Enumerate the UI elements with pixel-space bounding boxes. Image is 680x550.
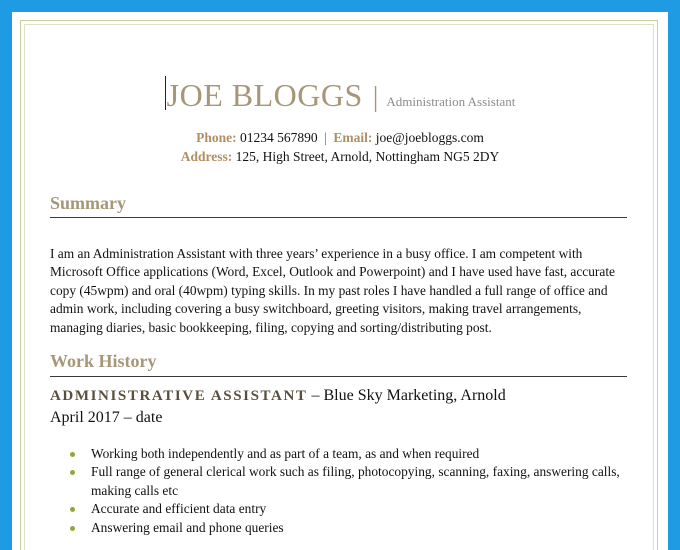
cv-page [12,12,668,550]
candidate-name[interactable]: JOE BLOGGS [166,77,363,113]
name-line [165,72,516,114]
job-dates[interactable]: April 2017 – date [50,409,163,426]
contact-line-address [12,149,668,165]
summary-text[interactable]: I am an Administration Assistant with three years’ experience in a busy office. I am competent with Microsoft Office applications (Word, Excel, Outlook and Powerpoint) and I have used have fast, accurate copy (45wpm) and oral (40wpm) typing skills. In my past roles I have handled a full range of office and admin work, including covering a busy switchboard, greeting visitors, making travel arrangements, managing diaries, basic bookkeeping, filing, copying and sorting/distributing post. [50,246,615,335]
title-separator: | [372,82,379,113]
work-history-rule [50,376,627,377]
email-value[interactable]: joe@joebloggs.com [375,130,484,145]
work-history-heading[interactable]: Work History [50,351,157,371]
job-title-line [50,387,506,405]
job-role[interactable]: ADMINISTRATIVE ASSISTANT [50,388,308,404]
summary-heading[interactable]: Summary [50,193,126,213]
address-label: Address: [180,149,233,164]
candidate-title[interactable]: Administration Assistant [386,94,516,109]
email-label: Email: [333,130,373,145]
job-dash: – [311,387,320,404]
summary-rule [50,217,627,218]
job-duties-list [70,445,630,537]
phone-value[interactable]: 01234 567890 [240,130,318,145]
duty-item[interactable]: Full range of general clerical work such as filing, photocopying, scanning, faxing, answering calls, making calls etc [70,463,630,500]
duty-item[interactable]: Working both independently and as part of a team, as and when required [70,445,630,463]
address-value[interactable]: 125, High Street, Arnold, Nottingham NG5 2DY [235,149,500,164]
contact-line-phone-email [12,130,668,146]
duty-item[interactable]: Answering email and phone queries [70,519,630,537]
phone-label: Phone: [196,130,237,145]
job-employer[interactable]: Blue Sky Marketing, Arnold [323,387,506,404]
text-cursor [165,76,166,110]
cv-header [12,72,668,114]
contact-separator: | [324,130,328,145]
duty-item[interactable]: Accurate and efficient data entry [70,500,630,518]
